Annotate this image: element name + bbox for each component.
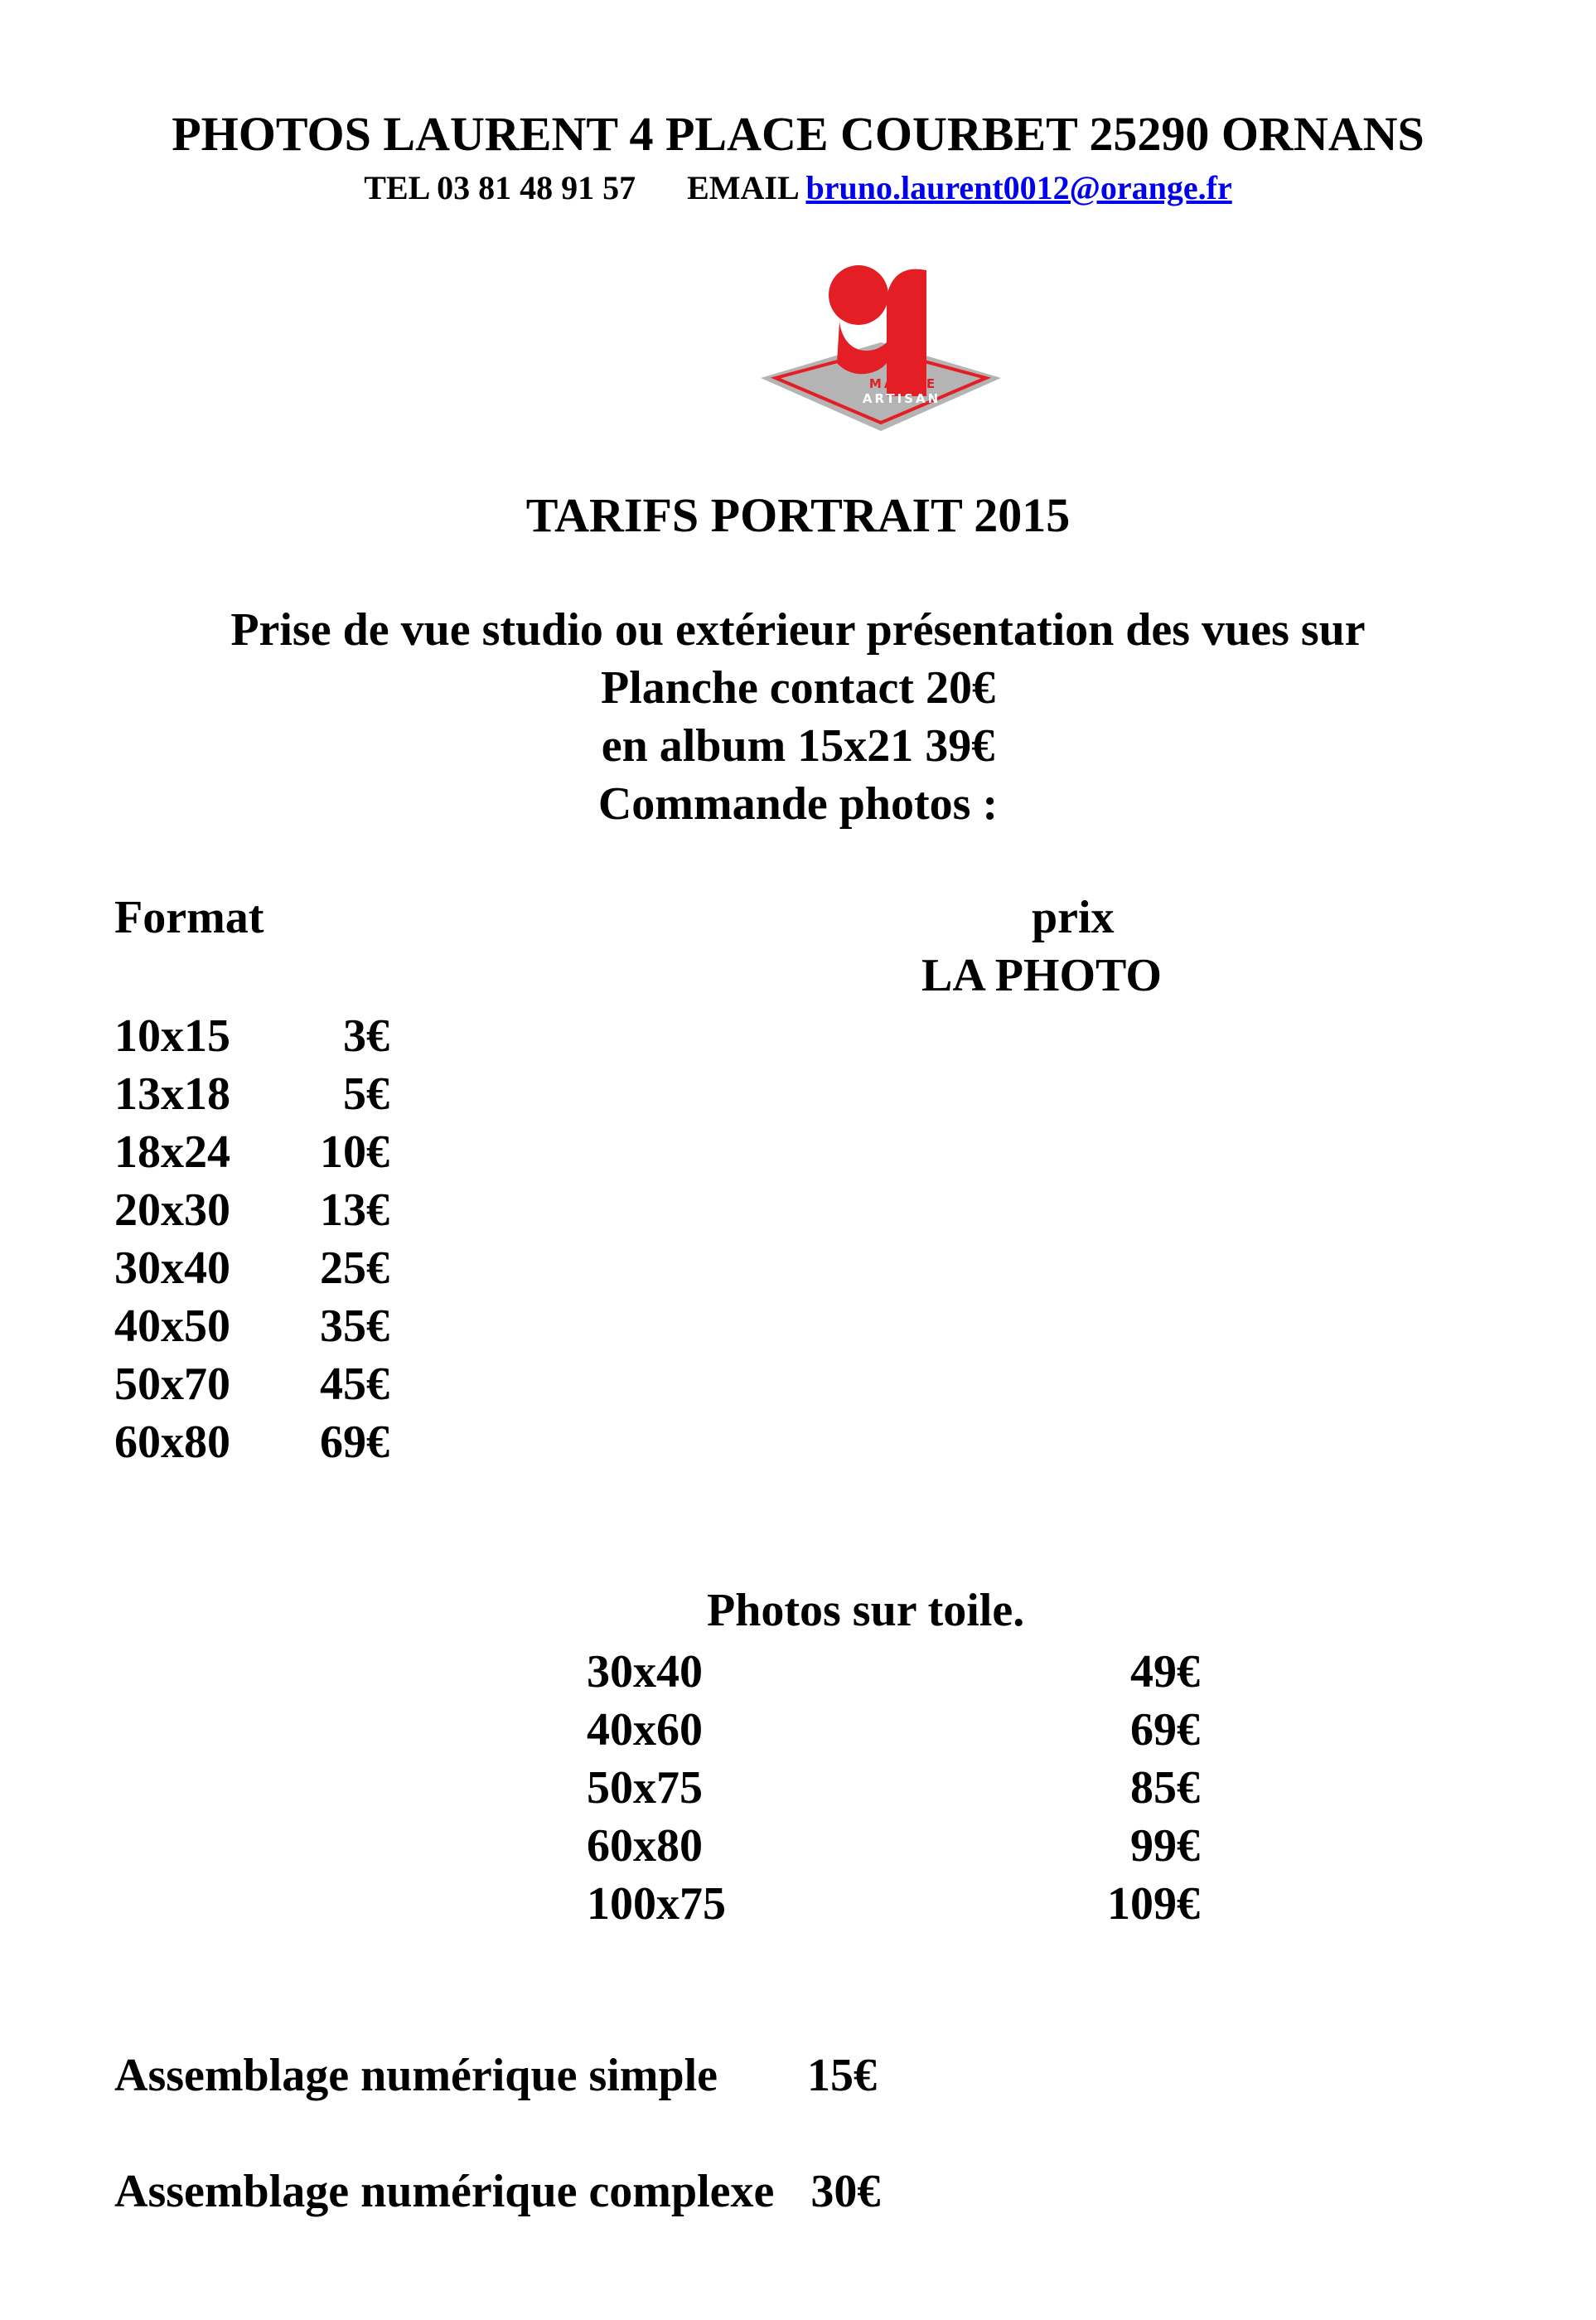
format-cell: 30x40	[114, 1242, 230, 1294]
album-price: en album 15x21 39€	[601, 720, 995, 772]
logo-text-maitre: MAITRE	[868, 376, 938, 391]
price-cell: 3€	[343, 1010, 389, 1062]
assembly-label: Assemblage numérique simple	[114, 2050, 718, 2101]
canvas-row	[587, 1817, 1200, 1875]
email-label: EMAIL	[687, 169, 798, 206]
assembly-simple	[114, 2049, 877, 2102]
email-link[interactable]: bruno.laurent0012@orange.fr	[805, 169, 1232, 206]
format-cell: 40x50	[114, 1300, 230, 1352]
format-cell: 50x75	[587, 1762, 703, 1814]
assembly-label: Assemblage numérique complexe	[114, 2166, 775, 2217]
price-row	[114, 1413, 1109, 1471]
price-cell: 49€	[1130, 1646, 1200, 1698]
canvas-row	[587, 1643, 1200, 1701]
format-cell: 20x30	[114, 1184, 230, 1236]
price-row	[114, 1355, 1109, 1413]
format-cell: 60x80	[587, 1820, 703, 1872]
assembly-price: 30€	[810, 2166, 881, 2217]
column-header-la-photo: LA PHOTO	[921, 950, 1162, 1001]
price-row	[114, 1123, 1109, 1181]
format-cell: 40x60	[587, 1704, 703, 1756]
price-row	[114, 1181, 1109, 1239]
page-title: TARIFS PORTRAIT 2015	[525, 488, 1071, 542]
assembly-price: 15€	[807, 2050, 877, 2101]
photo-price-list	[114, 1007, 1109, 1471]
assembly-complex	[114, 2165, 880, 2218]
maitre-artisan-logo	[761, 264, 1001, 431]
phone-number: TEL 03 81 48 91 57	[364, 169, 636, 206]
price-cell: 69€	[1130, 1704, 1200, 1756]
canvas-section-title: Photos sur toile.	[707, 1585, 1025, 1636]
canvas-row	[587, 1759, 1200, 1817]
header-contact	[0, 168, 1596, 207]
column-header-prix: prix	[1032, 892, 1115, 943]
price-row	[114, 1239, 1109, 1297]
column-header-format: Format	[114, 892, 264, 943]
format-cell: 30x40	[587, 1646, 703, 1698]
format-cell: 18x24	[114, 1126, 230, 1178]
price-cell: 109€	[1107, 1878, 1200, 1930]
price-row	[114, 1297, 1109, 1355]
price-cell: 85€	[1130, 1762, 1200, 1814]
logo-text-artisan: ARTISAN	[862, 391, 941, 406]
price-cell: 69€	[320, 1417, 389, 1468]
header-title: PHOTOS LAURENT 4 PLACE COURBET 25290 ORNANS	[172, 107, 1424, 161]
price-cell: 99€	[1130, 1820, 1200, 1872]
canvas-row	[587, 1875, 1200, 1933]
format-cell: 60x80	[114, 1417, 230, 1468]
format-cell: 50x70	[114, 1359, 230, 1410]
price-row	[114, 1065, 1109, 1123]
price-cell: 25€	[320, 1242, 389, 1294]
price-row	[114, 1007, 1109, 1065]
format-cell: 10x15	[114, 1010, 230, 1062]
price-cell: 13€	[320, 1184, 389, 1236]
format-cell: 13x18	[114, 1068, 230, 1120]
contact-sheet-price: Planche contact 20€	[601, 662, 995, 714]
order-heading: Commande photos :	[597, 778, 999, 830]
intro-line: Prise de vue studio ou extérieur présentation des vues sur	[230, 604, 1366, 656]
canvas-price-list	[587, 1643, 1200, 1933]
logo-red-circle	[829, 265, 888, 325]
price-cell: 35€	[320, 1300, 389, 1352]
price-cell: 10€	[320, 1126, 389, 1178]
price-cell: 5€	[343, 1068, 389, 1120]
canvas-row	[587, 1701, 1200, 1759]
price-cell: 45€	[320, 1359, 389, 1410]
format-cell: 100x75	[587, 1878, 726, 1930]
